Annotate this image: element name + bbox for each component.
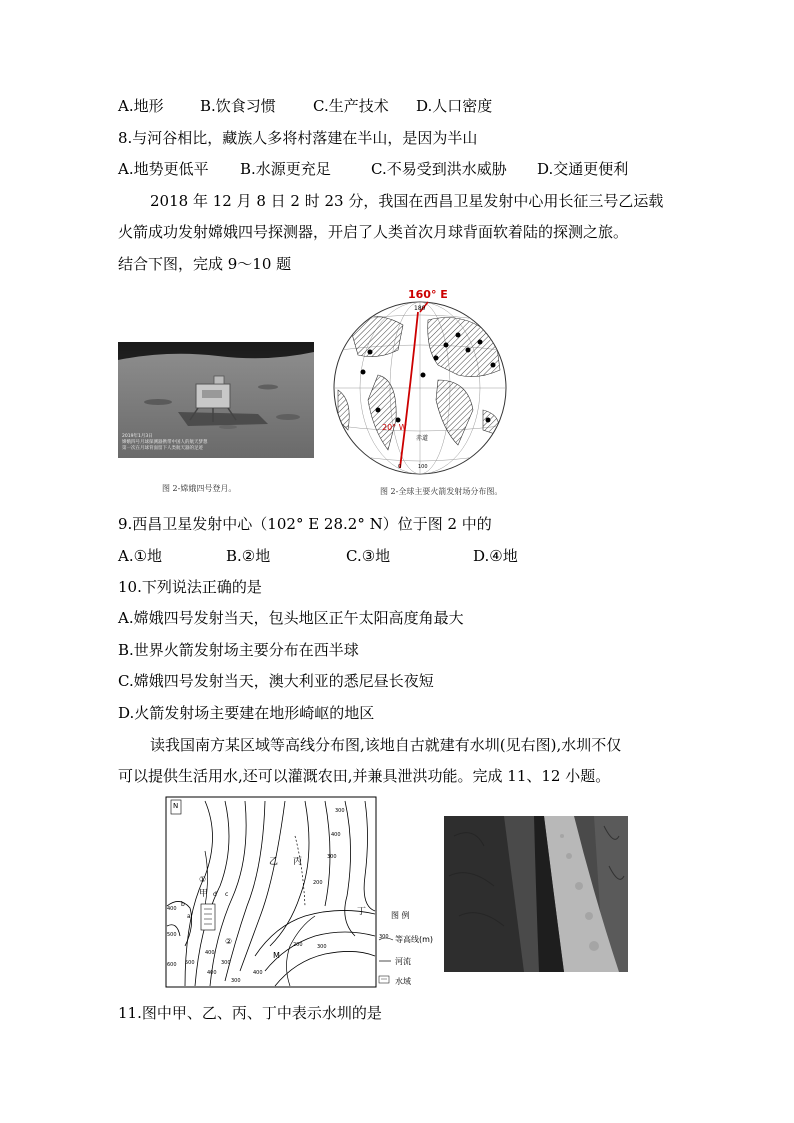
legend-title: 图 例 bbox=[391, 911, 410, 920]
elev-label: 300 bbox=[335, 808, 345, 814]
north-label: N bbox=[173, 802, 179, 810]
elev-label: 300 bbox=[327, 854, 337, 860]
q10-option-b: B.世界火箭发射场主要分布在西半球 bbox=[118, 641, 359, 659]
globe-label-equator: 赤道 bbox=[416, 435, 429, 442]
q7-option-d: D.人口密度 bbox=[416, 97, 493, 115]
q9-stem: 9.西昌卫星发射中心（102° E 28.2° N）位于图 2 中的 bbox=[118, 515, 492, 533]
elev-label: 200 bbox=[313, 880, 323, 886]
q8-option-a: A.地势更低平 bbox=[118, 160, 209, 178]
label-ding: 丁 bbox=[357, 907, 367, 917]
q8-stem: 8.与河谷相比，藏族人多将村落建在半山，是因为半山 bbox=[118, 129, 478, 147]
globe-map bbox=[318, 280, 522, 474]
moon-landing-photo bbox=[118, 342, 314, 458]
label-d: d bbox=[213, 891, 217, 898]
q8-option-c: C.不易受到洪水威胁 bbox=[371, 160, 507, 178]
elev-label: 400 bbox=[253, 970, 263, 976]
q9-option-c: C.③地 bbox=[346, 547, 391, 565]
passage1-line1: 2018 年 12 月 8 日 2 时 23 分，我国在西昌卫星发射中心用长征三号乙运载 bbox=[150, 192, 664, 210]
label-c: c bbox=[225, 891, 229, 898]
globe-label-160e: 160° E bbox=[408, 288, 448, 301]
q10-option-a: A.嫦娥四号发射当天，包头地区正午太阳高度角最大 bbox=[118, 609, 464, 627]
elev-label: 600 bbox=[167, 962, 177, 968]
q9-option-b: B.②地 bbox=[226, 547, 271, 565]
moon-photo-caption: 2019年1月3日 嫦娥四号月球探测器携带中国人的航天梦想 第一次在月球背面留下人类航天器的足迹 bbox=[122, 434, 208, 451]
q7-options bbox=[118, 96, 492, 116]
globe-label-180: 180 bbox=[414, 305, 426, 312]
q7-option-b: B.饮食习惯 bbox=[200, 97, 276, 115]
elev-label: 300 bbox=[221, 960, 231, 966]
passage2-line1: 读我国南方某区域等高线分布图,该地自古就建有水圳(见右图),水圳不仅 bbox=[150, 736, 622, 754]
label-m: M bbox=[273, 951, 280, 960]
label-yi: 乙 bbox=[269, 857, 279, 867]
caption-left: 图 2-嫦娥四号登月。 bbox=[162, 484, 237, 493]
q9-option-d: D.④地 bbox=[473, 547, 518, 565]
q8-option-d: D.交通更便利 bbox=[537, 160, 629, 178]
globe-label-20w: 20° W bbox=[382, 423, 407, 432]
passage1-line3: 结合下图，完成 9～10 题 bbox=[118, 255, 292, 273]
passage1-line2: 火箭成功发射嫦娥四号探测器，开启了人类首次月球背面软着陆的探测之旅。 bbox=[118, 223, 629, 241]
elev-label: 400 bbox=[331, 832, 341, 838]
elev-label: 400 bbox=[207, 970, 217, 976]
caption-right: 图 2-全球主要火箭发射场分布图。 bbox=[380, 487, 503, 496]
globe-label-100: 100 bbox=[418, 464, 428, 470]
elev-label: 500 bbox=[167, 932, 177, 938]
q9-option-a: A.①地 bbox=[118, 547, 163, 565]
contour-map bbox=[165, 796, 434, 992]
elev-label: 200 bbox=[293, 942, 303, 948]
q11-stem: 11.图中甲、乙、丙、丁中表示水圳的是 bbox=[118, 1004, 382, 1022]
elev-label: 300 bbox=[317, 944, 327, 950]
elev-label: 300 bbox=[231, 978, 241, 984]
q10-option-c: C.嫦娥四号发射当天，澳大利亚的悉尼昼长夜短 bbox=[118, 672, 434, 690]
label-b: b bbox=[181, 901, 185, 908]
q9-options bbox=[118, 546, 518, 566]
passage2-line2: 可以提供生活用水,还可以灌溉农田,并兼具泄洪功能。完成 11、12 小题。 bbox=[118, 767, 611, 785]
globe-label-0: 0 bbox=[398, 464, 402, 470]
q8-option-b: B.水源更充足 bbox=[240, 160, 331, 178]
label-2: ② bbox=[225, 937, 233, 946]
label-1: ① bbox=[199, 875, 207, 884]
q10-option-d: D.火箭发射场主要建在地形崎岖的地区 bbox=[118, 704, 375, 722]
water-channel-photo bbox=[444, 816, 628, 972]
q7-option-c: C.生产技术 bbox=[313, 97, 389, 115]
q8-options bbox=[118, 159, 628, 179]
q7-option-a: A.地形 bbox=[118, 97, 164, 115]
elev-label: 400 bbox=[205, 950, 215, 956]
elev-label: 500 bbox=[185, 960, 195, 966]
legend-river: 河流 bbox=[395, 957, 411, 966]
elev-label: 400 bbox=[167, 906, 177, 912]
label-a: a bbox=[187, 913, 191, 920]
legend-water: 水域 bbox=[395, 977, 411, 986]
label-bing: 丙 bbox=[293, 857, 303, 867]
label-jia: 甲 bbox=[199, 889, 209, 899]
legend-contour: 等高线(m) bbox=[395, 935, 434, 944]
legend-contour-value: 300 bbox=[379, 934, 389, 940]
q10-stem: 10.下列说法正确的是 bbox=[118, 578, 262, 596]
